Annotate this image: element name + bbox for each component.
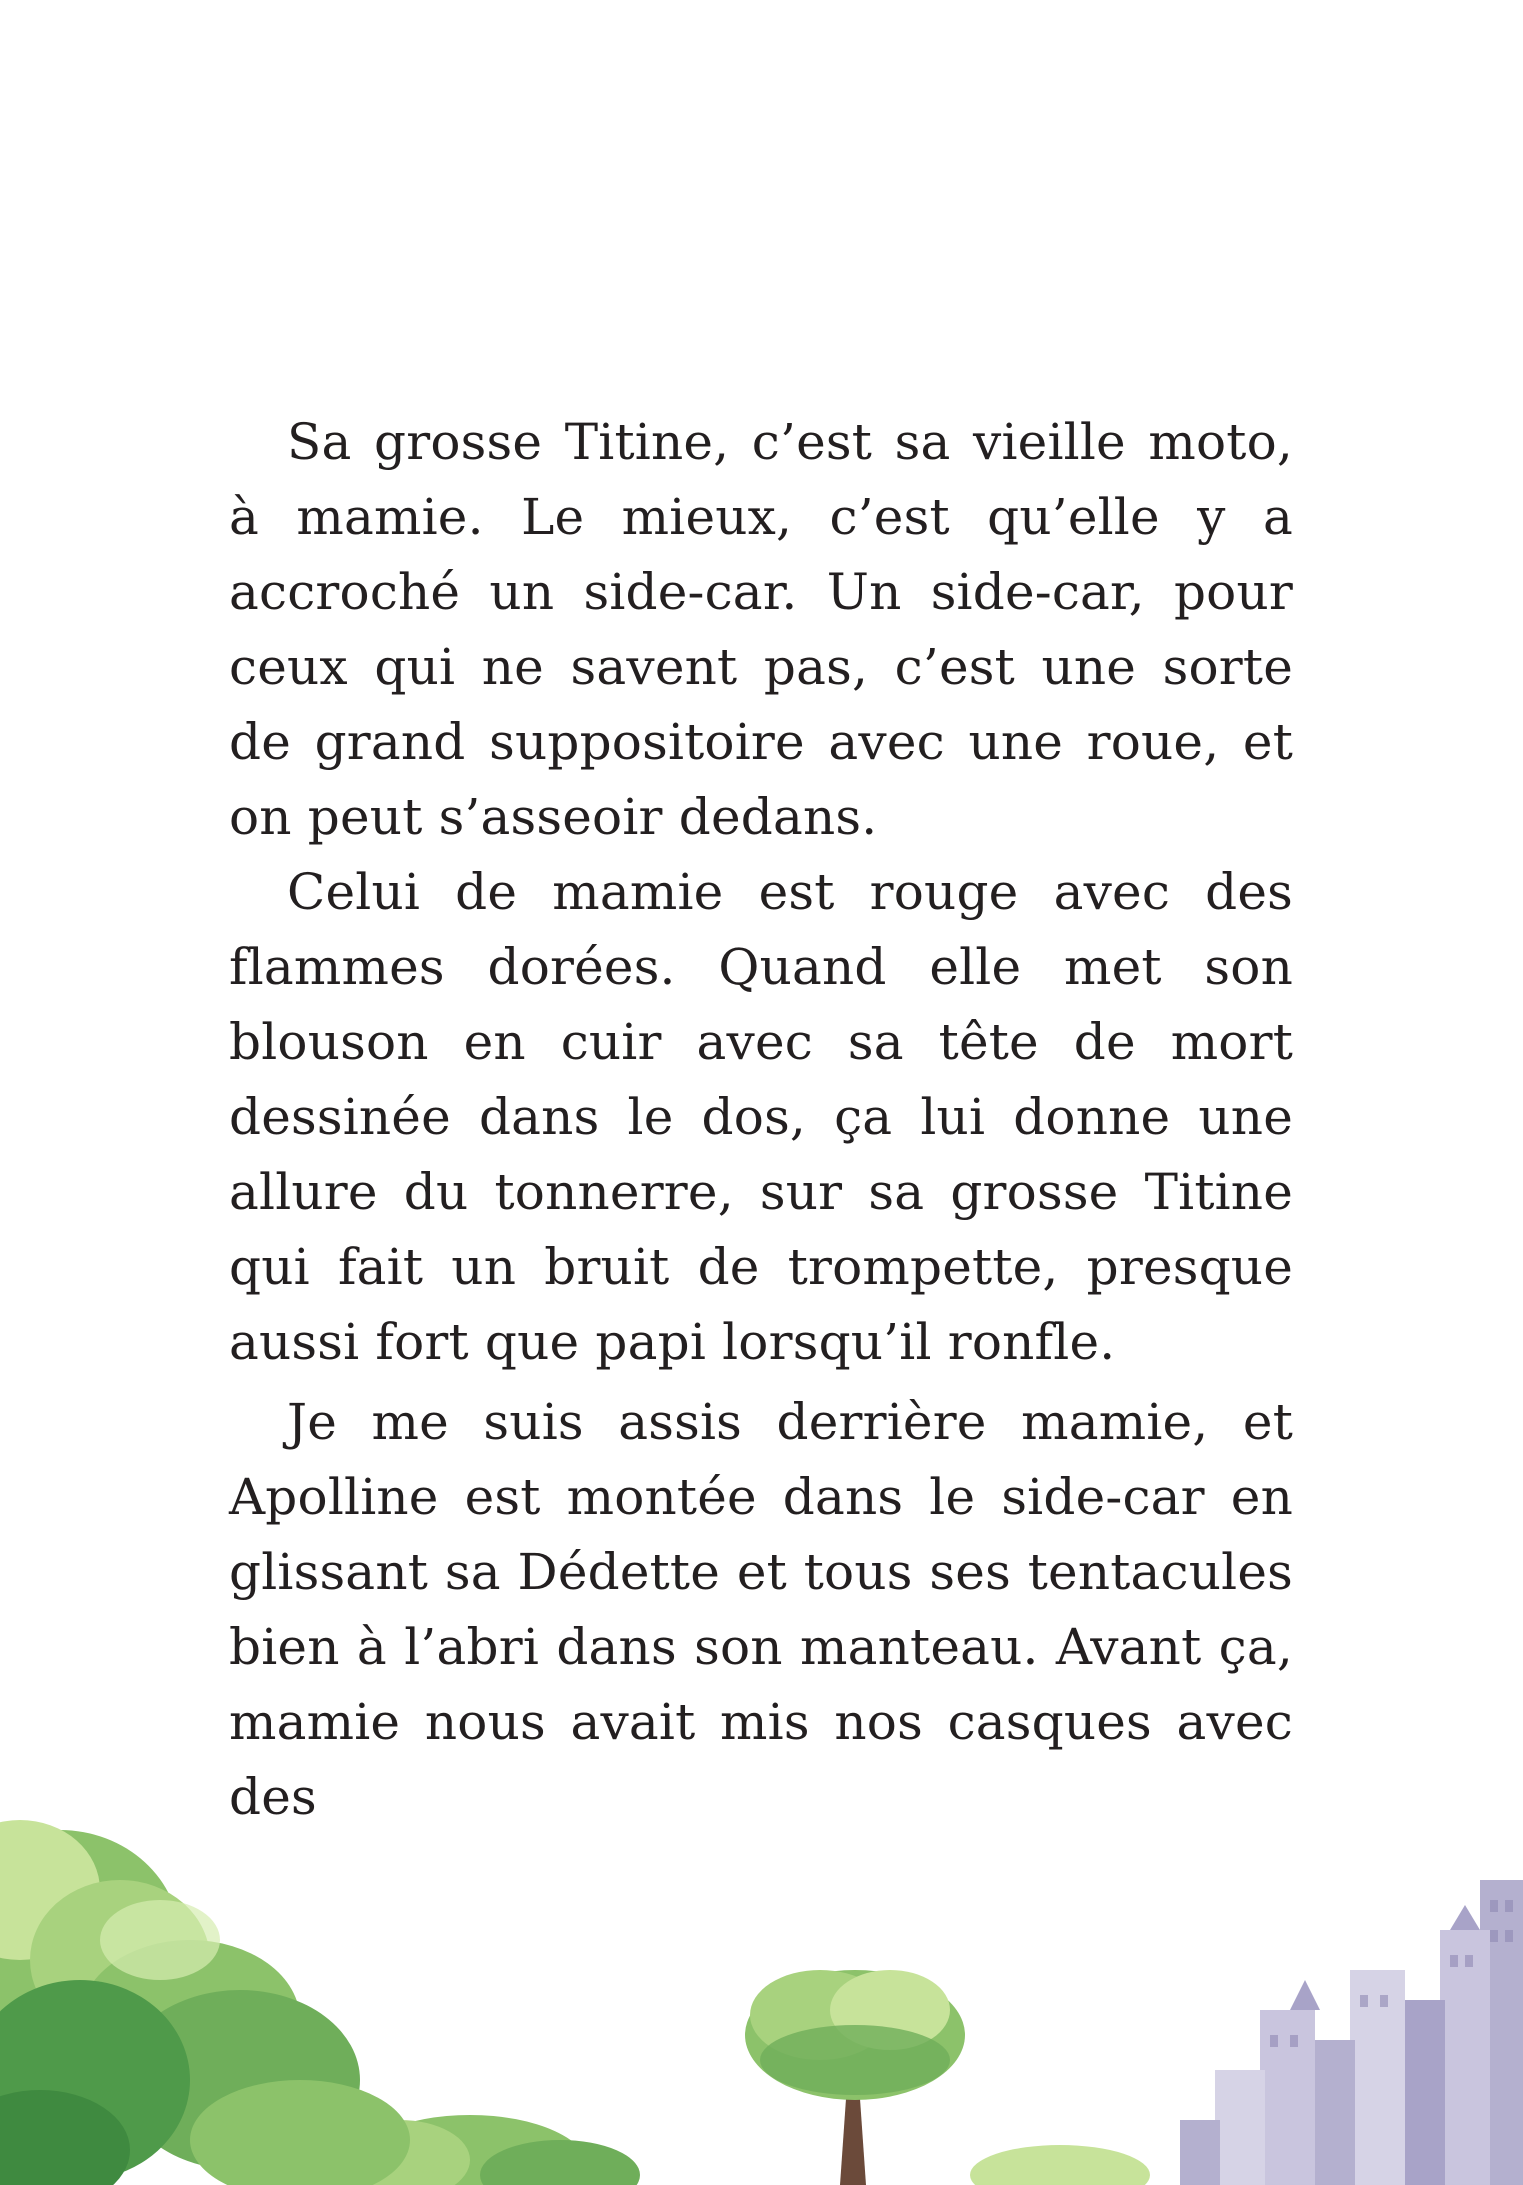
bushes [330,2115,1150,2185]
paragraph: Sa grosse Titine, c’est sa vieille moto, à mamie. Le mieux, c’est qu’elle y a accroché un side-car. Un side-car, pour ceux qui ne savent pas, c’est une sorte de grand suppositoire avec une roue, et on peut s’asseoir dedans. [229,413,1293,846]
paragraph: Celui de mamie est rouge avec des flammes dorées. Quand elle met son blouson en cuir avec sa tête de mort dessinée dans le dos, ça lui donne une allure du tonnerre, sur sa grosse Titine qui fait un bruit de trompette, presque aussi fort que papi lorsqu’il ronfle. [229,863,1293,1371]
text-section-2 [229,1385,1293,1835]
city-skyline [1180,1880,1523,2185]
left-tree [0,1820,410,2185]
tree-and-city-icon [0,1820,1523,2185]
middle-tree [745,1970,965,2185]
paragraph: Je me suis assis derrière mamie, et Apolline est montée dans le side-car en glissant sa Dédette et tous ses tentacules bien à l’abri dans son manteau. Avant ça, mamie nous avait mis nos casques avec des [229,1393,1293,1826]
text-section-1 [229,405,1293,1380]
